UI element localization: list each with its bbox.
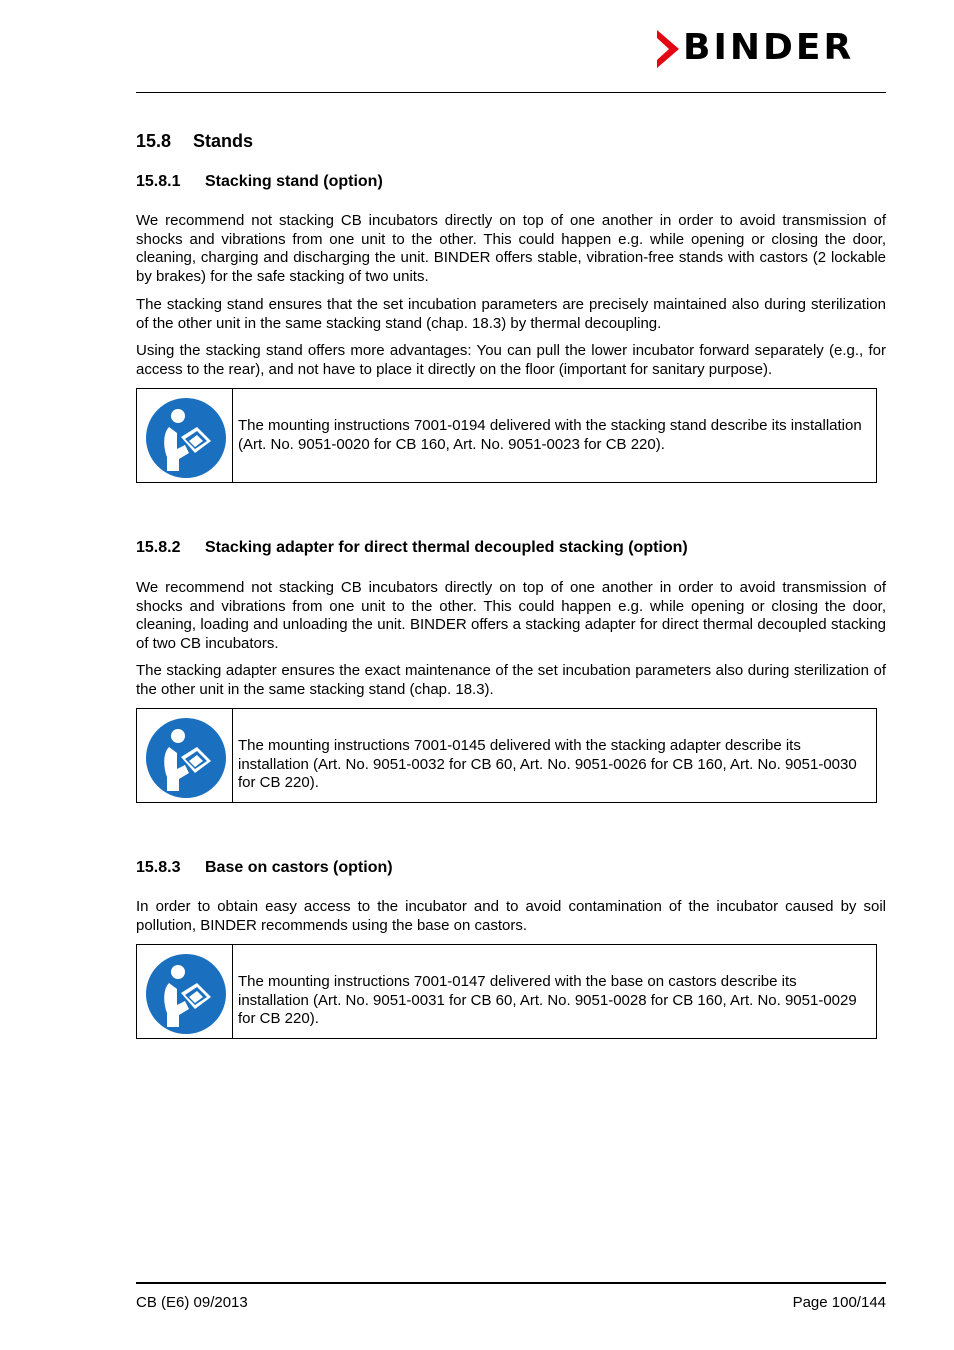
section-number: 15.8 [136,131,172,151]
subsection-title: Stacking adapter for direct thermal decoupled stacking (option) [205,539,688,556]
section-title: Stands [193,131,254,151]
subsection-heading-stacking-stand [136,173,383,191]
note-box-stacking-adapter [136,708,877,803]
logo-chevron-icon [655,30,681,68]
section-heading [136,131,253,152]
subsection-number: 15.8.1 [136,173,181,190]
header-rule [136,92,886,93]
paragraph: We recommend not stacking CB incubators directly on top of one another in order to avoid transmission of shocks and vibrations from one unit to the other. This could happen e.g. while opening or closing the door, cleaning, loading and unloading the unit. BINDER offers a stacking adapter for direct thermal decoupled stacking of two CB incubators. [136,579,886,652]
logo-text: BINDER [683,27,855,68]
read-manual-icon [145,397,227,479]
paragraph: The stacking stand ensures that the set incubation parameters are precisely maintained also during sterilization of the other unit in the same stacking stand (chap. 18.3) by thermal decoupling. [136,296,886,332]
note-box-stacking-stand [136,388,877,483]
subsection-heading-stacking-adapter [136,539,688,557]
subsection-heading-base-on-castors [136,859,393,877]
footer-document-id: CB (E6) 09/2013 [136,1294,248,1311]
paragraph: Using the stacking stand offers more advantages: You can pull the lower incubator forward separately (e.g., for access to the rear), and not have to place it directly on the floor (important for sanitary purpose). [136,342,886,378]
subsection-title: Base on castors (option) [205,859,393,876]
note-box-base-on-castors [136,944,877,1039]
footer-rule [136,1282,886,1284]
footer-page-number: Page 100/144 [792,1294,886,1311]
read-manual-icon [145,953,227,1035]
note-text: The mounting instructions 7001-0194 delivered with the stacking stand describe its installation (Art. No. 9051-0020 for CB 160, Art. No. 9051-0023 for CB 220). [238,417,862,453]
note-text: The mounting instructions 7001-0147 delivered with the base on castors describe its installation (Art. No. 9051-0031 for CB 60, Art. No. 9051-0028 for CB 160, Art. No. 9051-0029 for CB 220). [238,973,857,1027]
note-icon-cell [137,709,233,802]
paragraph: The stacking adapter ensures the exact maintenance of the set incubation parameters also during sterilization of the other unit in the same stacking stand (chap. 18.3). [136,662,886,698]
note-icon-cell [137,389,233,482]
read-manual-icon [145,717,227,799]
subsection-number: 15.8.2 [136,539,181,556]
binder-logo [655,27,887,68]
subsection-number: 15.8.3 [136,859,181,876]
subsection-title: Stacking stand (option) [205,173,383,190]
paragraph: We recommend not stacking CB incubators directly on top of one another in order to avoid transmission of shocks and vibrations from one unit to the other. This could happen e.g. while opening or closing the door, cleaning, charging and discharging the unit. BINDER offers stable, vibration-free stands with castors (2 lockable by brakes) for the safe stacking of two units. [136,212,886,285]
note-text: The mounting instructions 7001-0145 delivered with the stacking adapter describe its installation (Art. No. 9051-0032 for CB 60, Art. No. 9051-0026 for CB 160, Art. No. 9051-0030 for CB 220). [238,737,857,791]
paragraph: In order to obtain easy access to the incubator and to avoid contamination of the incubator caused by soil pollution, BINDER recommends using the base on castors. [136,898,886,934]
note-icon-cell [137,945,233,1038]
